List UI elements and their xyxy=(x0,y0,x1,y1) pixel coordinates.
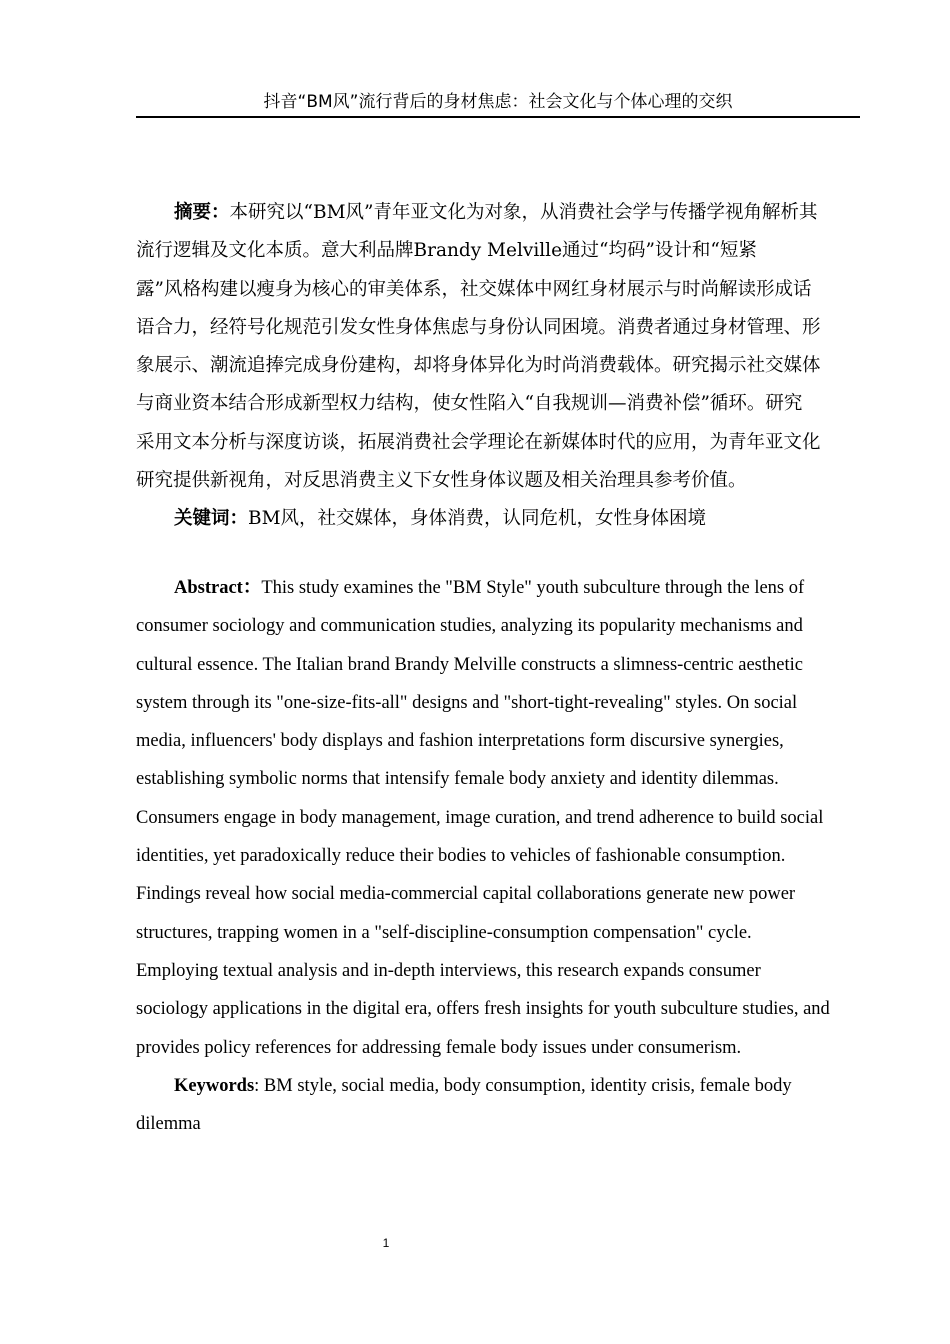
keywords-label: Keywords xyxy=(174,1075,255,1096)
abstract-line: structures, trapping women in a "self-discipline-consumption compensation" cycle. xyxy=(136,922,752,943)
abstract-line: provides policy references for addressing female body issues under consumerism. xyxy=(136,1037,742,1058)
abstract-line: Employing textual analysis and in-depth interviews, this research expands consumer xyxy=(136,960,761,981)
abstract-line: 象展示、潮流追捧完成身份建构，却将身体异化为时尚消费载体。研究揭示社交媒体 xyxy=(136,355,821,377)
abstract-line: sociology applications in the digital era, offers fresh insights for youth subculture studies, and xyxy=(136,999,830,1020)
page-number: 1 xyxy=(382,1236,390,1250)
keywords-label: 关键词： xyxy=(174,508,249,530)
abstract-line: Findings reveal how social media-commercial capital collaborations generate new power xyxy=(136,884,796,905)
chinese-abstract xyxy=(136,194,860,539)
english-abstract xyxy=(136,569,860,1143)
abstract-line: 语合力，经符号化规范引发女性身体焦虑与身份认同困境。消费者通过身材管理、形 xyxy=(136,316,821,338)
abstract-line: establishing symbolic norms that intensify female body anxiety and identity dilemmas. xyxy=(136,769,779,790)
abstract-line: 研究提供新视角，对反思消费主义下女性身体议题及相关治理具参考价值。 xyxy=(136,470,747,492)
abstract-line: Consumers engage in body management, image curation, and trend adherence to build social xyxy=(136,807,824,828)
header-rule xyxy=(136,116,860,118)
running-header: 抖音“BM风”流行背后的身材焦虑：社会文化与个体心理的交织 xyxy=(263,92,733,112)
abstract-line: cultural essence. The Italian brand Brandy Melville constructs a slimness-centric aesthetic xyxy=(136,654,803,675)
abstract-line: 采用文本分析与深度访谈，拓展消费社会学理论在新媒体时代的应用，为青年亚文化 xyxy=(136,431,821,453)
abstract-line: 摘要：本研究以“BM风”青年亚文化为对象，从消费社会学与传播学视角解析其 xyxy=(174,202,818,223)
abstract-line: consumer sociology and communication studies, analyzing its popularity mechanisms and xyxy=(136,616,803,637)
keywords-line: Keywords: BM style, social media, body consumption, identity crisis, female body xyxy=(174,1075,792,1096)
abstract-label: Abstract： xyxy=(174,578,262,598)
abstract-line: Abstract：This study examines the "BM Style" youth subculture through the lens of xyxy=(174,578,805,598)
abstract-line: 与商业资本结合形成新型权力结构，使女性陷入“自我规训—消费补偿”循环。研究 xyxy=(136,393,803,415)
keywords-line: 关键词：BM风，社交媒体，身体消费，认同危机，女性身体困境 xyxy=(174,508,707,530)
abstract-line: 流行逻辑及文化本质。意大利品牌Brandy Melville通过“均码”设计和“短紧 xyxy=(136,240,757,262)
abstract-line: media, influencers' body displays and fashion interpretations form discursive synergies, xyxy=(136,731,784,752)
keywords-line: dilemma xyxy=(136,1114,201,1135)
abstract-label: 摘要： xyxy=(174,202,230,223)
abstract-line: 露”风格构建以瘦身为核心的审美体系，社交媒体中网红身材展示与时尚解读形成话 xyxy=(136,278,812,300)
abstract-line: system through its "one-size-fits-all" designs and "short-tight-revealing" styles. On social xyxy=(136,692,798,713)
abstract-line: identities, yet paradoxically reduce their bodies to vehicles of fashionable consumption. xyxy=(136,846,786,867)
